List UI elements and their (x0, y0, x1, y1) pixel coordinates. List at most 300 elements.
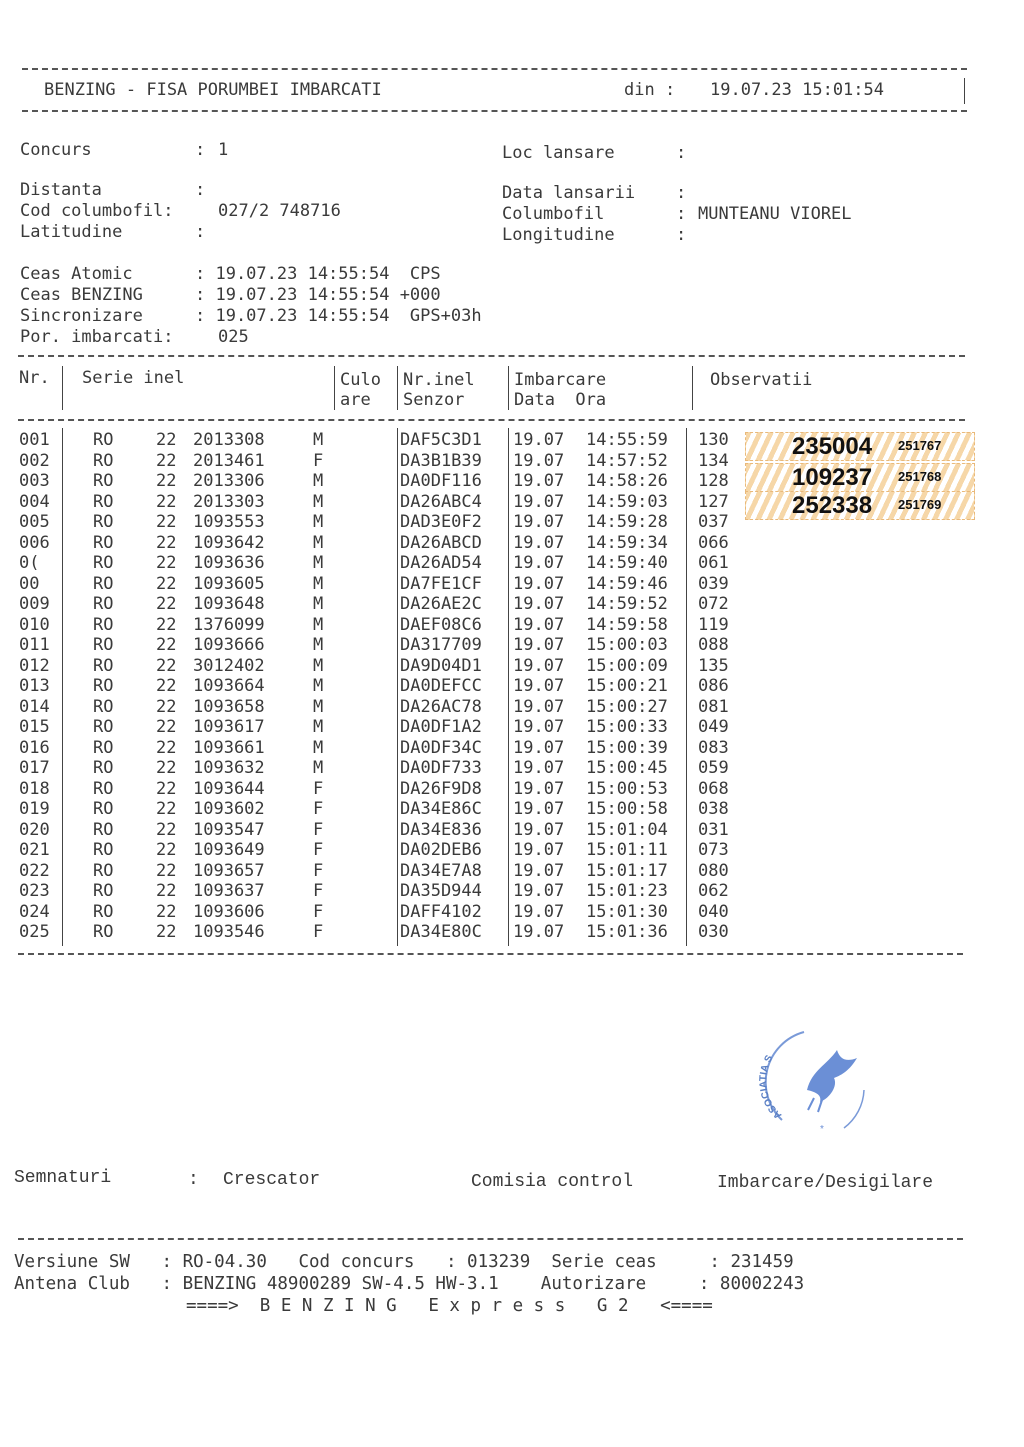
row-sex: M (313, 532, 324, 553)
row-data: 19.07 (513, 696, 565, 717)
row-ora: 15:01:11 (586, 840, 668, 860)
row-inel: 1093636 (193, 553, 265, 573)
sticker-number: 235004 (792, 433, 873, 460)
row-tara: RO (93, 430, 114, 450)
row-inel: 1093546 (193, 922, 265, 942)
row-obs: 037 (698, 512, 729, 532)
row-tara: RO (93, 532, 114, 553)
row-obs: 062 (698, 881, 729, 901)
row-nr: 00 (19, 573, 40, 594)
row-data: 19.07 (513, 573, 565, 594)
row-tara: RO (93, 450, 114, 471)
row-senzor: DA9D04D1 (400, 655, 482, 676)
row-senzor: DA0DF1A2 (400, 717, 482, 737)
footer-version: Versiune SW : RO-04.30 Cod concurs : 013239 Serie ceas : 231459 (14, 1252, 794, 1272)
row-inel: 1093547 (193, 819, 265, 840)
row-data: 19.07 (513, 553, 565, 573)
row-obs: 072 (698, 594, 729, 614)
row-obs: 130 (698, 430, 729, 450)
clock-label: Sincronizare (20, 306, 143, 326)
row-nr: 025 (19, 922, 50, 942)
row-tara: RO (93, 799, 114, 819)
row-tara: RO (93, 717, 114, 737)
row-senzor: DAEF08C6 (400, 614, 482, 635)
body-divider-3 (397, 428, 398, 946)
row-ora: 14:59:40 (586, 553, 668, 573)
row-senzor: DA7FE1CF (400, 573, 482, 594)
row-data: 19.07 (513, 594, 565, 614)
row-obs: 030 (698, 922, 729, 942)
signature-comisia-control: Comisia control (471, 1172, 634, 1192)
row-tara: RO (93, 758, 114, 778)
row-an: 22 (156, 737, 177, 758)
row-ora: 14:59:46 (586, 573, 668, 594)
sticker-number: 252338 (792, 492, 873, 519)
row-sex: M (313, 491, 324, 512)
row-an: 22 (156, 635, 177, 655)
row-ora: 14:59:52 (586, 594, 668, 614)
col-header-nrinel: Nr.inel (403, 370, 475, 390)
row-ora: 15:00:45 (586, 758, 668, 778)
clock-value: : 19.07.23 14:55:54 GPS+03h (195, 306, 482, 326)
row-ora: 15:01:36 (586, 922, 668, 942)
row-tara: RO (93, 512, 114, 532)
row-sex: M (313, 655, 324, 676)
row-inel: 1093658 (193, 696, 265, 717)
row-tara: RO (93, 655, 114, 676)
row-senzor: DA26ABCD (400, 532, 482, 553)
body-divider-4 (508, 428, 509, 946)
col-header-data-ora: Data Ora (514, 390, 607, 410)
row-an: 22 (156, 594, 177, 614)
info-separator: : (676, 225, 687, 245)
header-divider-3 (397, 366, 398, 410)
table-header-rule (18, 419, 965, 421)
row-an: 22 (156, 840, 177, 860)
row-sex: F (313, 840, 324, 860)
col-header-culoare: Culo (340, 370, 381, 390)
row-senzor: DA3B1B39 (400, 450, 482, 471)
row-ora: 14:55:59 (586, 430, 668, 450)
stamp-text: ASOCIATIA S (758, 1053, 785, 1121)
row-data: 19.07 (513, 840, 565, 860)
row-sex: M (313, 594, 324, 614)
row-nr: 016 (19, 737, 50, 758)
row-sex: M (313, 553, 324, 573)
row-inel: 1093553 (193, 512, 265, 532)
row-sex: F (313, 860, 324, 881)
row-ora: 15:01:04 (586, 819, 668, 840)
footer-antenna: Antena Club : BENZING 48900289 SW-4.5 HW-3.1 Autorizare : 80002243 (14, 1274, 805, 1294)
row-tara: RO (93, 471, 114, 491)
row-sex: M (313, 614, 324, 635)
date-label: din : (624, 80, 676, 100)
row-inel: 1093649 (193, 840, 265, 860)
row-an: 22 (156, 676, 177, 696)
seal-sticker (745, 491, 975, 520)
info-separator: : (195, 180, 206, 200)
row-senzor: DAFF4102 (400, 901, 482, 922)
row-nr: 004 (19, 491, 50, 512)
row-ora: 15:00:33 (586, 717, 668, 737)
document-title: BENZING - FISA PORUMBEI IMBARCATI (44, 80, 382, 100)
row-obs: 073 (698, 840, 729, 860)
header-divider-1 (62, 366, 63, 410)
row-ora: 15:00:53 (586, 778, 668, 799)
row-tara: RO (93, 676, 114, 696)
row-tara: RO (93, 614, 114, 635)
svg-text:ASOCIATIA S (758, 1053, 784, 1121)
row-tara: RO (93, 819, 114, 840)
info-value: 027/2 748716 (218, 201, 341, 221)
row-sex: F (313, 819, 324, 840)
row-nr: 013 (19, 676, 50, 696)
row-data: 19.07 (513, 717, 565, 737)
row-an: 22 (156, 450, 177, 471)
info-label: Loc lansare (502, 143, 615, 163)
row-inel: 1093617 (193, 717, 265, 737)
clock-value: : 19.07.23 14:55:54 +000 (195, 285, 441, 305)
row-ora: 15:01:17 (586, 860, 668, 881)
info-label: Distanta (20, 180, 102, 200)
row-an: 22 (156, 922, 177, 942)
row-nr: 002 (19, 450, 50, 471)
clock-value: : 19.07.23 14:55:54 CPS (195, 264, 441, 284)
row-nr: 014 (19, 696, 50, 717)
row-ora: 14:59:03 (586, 491, 668, 512)
row-senzor: DA35D944 (400, 881, 482, 901)
row-inel: 1093602 (193, 799, 265, 819)
row-inel: 1093632 (193, 758, 265, 778)
seal-sticker (745, 432, 975, 461)
sticker-code: 251768 (898, 469, 942, 484)
row-ora: 15:00:39 (586, 737, 668, 758)
row-nr: 022 (19, 860, 50, 881)
row-obs: 081 (698, 696, 729, 717)
row-an: 22 (156, 553, 177, 573)
row-obs: 080 (698, 860, 729, 881)
row-ora: 15:00:21 (586, 676, 668, 696)
row-inel: 1376099 (193, 614, 265, 635)
row-tara: RO (93, 737, 114, 758)
row-sex: F (313, 778, 324, 799)
row-nr: 017 (19, 758, 50, 778)
header-divider-5 (692, 366, 693, 410)
seal-stickers (745, 430, 973, 522)
row-sex: M (313, 512, 324, 532)
sticker-code: 251767 (898, 438, 942, 453)
row-an: 22 (156, 471, 177, 491)
col-header-observatii: Observatii (710, 370, 813, 390)
row-nr: 003 (19, 471, 50, 491)
row-ora: 15:01:30 (586, 901, 668, 922)
association-stamp-icon (752, 1020, 872, 1140)
info-label: Cod columbofil: (20, 201, 174, 221)
row-nr: 020 (19, 819, 50, 840)
row-inel: 3012402 (193, 655, 265, 676)
row-obs: 086 (698, 676, 729, 696)
row-obs: 134 (698, 450, 729, 471)
row-obs: 061 (698, 553, 729, 573)
row-data: 19.07 (513, 655, 565, 676)
row-data: 19.07 (513, 512, 565, 532)
row-nr: 009 (19, 594, 50, 614)
row-sex: M (313, 676, 324, 696)
row-inel: 1093666 (193, 635, 265, 655)
row-inel: 1093661 (193, 737, 265, 758)
row-data: 19.07 (513, 881, 565, 901)
info-separator: : (195, 222, 206, 242)
row-sex: M (313, 717, 324, 737)
info-separator: : (676, 143, 687, 163)
row-data: 19.07 (513, 901, 565, 922)
row-nr: 001 (19, 430, 50, 450)
info-separator: : (676, 183, 687, 203)
row-nr: 018 (19, 778, 50, 799)
row-obs: 083 (698, 737, 729, 758)
row-an: 22 (156, 573, 177, 594)
row-an: 22 (156, 614, 177, 635)
row-an: 22 (156, 881, 177, 901)
row-inel: 2013308 (193, 430, 265, 450)
row-data: 19.07 (513, 430, 565, 450)
row-tara: RO (93, 778, 114, 799)
row-an: 22 (156, 655, 177, 676)
clock-value: 025 (218, 327, 249, 347)
row-sex: F (313, 922, 324, 942)
row-senzor: DA34E86C (400, 799, 482, 819)
row-nr: 0( (19, 553, 40, 573)
info-label: Concurs (20, 140, 92, 160)
row-tara: RO (93, 696, 114, 717)
row-senzor: DA26AE2C (400, 594, 482, 614)
seal-sticker (745, 463, 975, 492)
row-sex: M (313, 635, 324, 655)
row-nr: 021 (19, 840, 50, 860)
row-inel: 1093605 (193, 573, 265, 594)
row-an: 22 (156, 860, 177, 881)
row-data: 19.07 (513, 819, 565, 840)
print-date: 19.07.23 15:01:54 (710, 80, 884, 100)
info-label: Latitudine (20, 222, 123, 242)
row-ora: 14:57:52 (586, 450, 668, 471)
row-senzor: DA26AC78 (400, 696, 482, 717)
row-sex: F (313, 450, 324, 471)
row-inel: 1093664 (193, 676, 265, 696)
row-obs: 066 (698, 532, 729, 553)
row-nr: 005 (19, 512, 50, 532)
row-sex: F (313, 799, 324, 819)
row-sex: M (313, 430, 324, 450)
row-nr: 012 (19, 655, 50, 676)
row-ora: 15:01:23 (586, 881, 668, 901)
row-an: 22 (156, 491, 177, 512)
row-inel: 1093644 (193, 778, 265, 799)
row-senzor: DA26F9D8 (400, 778, 482, 799)
info-label: Columbofil (502, 204, 605, 224)
row-inel: 1093642 (193, 532, 265, 553)
row-ora: 14:58:26 (586, 471, 668, 491)
row-data: 19.07 (513, 737, 565, 758)
row-obs: 040 (698, 901, 729, 922)
info-label: Longitudine (502, 225, 615, 245)
row-tara: RO (93, 840, 114, 860)
row-obs: 119 (698, 614, 729, 635)
row-data: 19.07 (513, 491, 565, 512)
row-senzor: DA26AD54 (400, 553, 482, 573)
row-sex: F (313, 881, 324, 901)
row-obs: 128 (698, 471, 729, 491)
row-sex: F (313, 901, 324, 922)
row-an: 22 (156, 717, 177, 737)
header-divider-4 (508, 366, 509, 410)
row-tara: RO (93, 491, 114, 512)
row-tara: RO (93, 594, 114, 614)
row-an: 22 (156, 512, 177, 532)
signature-crescator: Crescator (223, 1170, 321, 1190)
row-inel: 1093657 (193, 860, 265, 881)
row-tara: RO (93, 901, 114, 922)
row-obs: 059 (698, 758, 729, 778)
header-bottom-rule (22, 110, 967, 112)
clock-label: Ceas BENZING (20, 285, 143, 305)
row-data: 19.07 (513, 758, 565, 778)
row-data: 19.07 (513, 799, 565, 819)
row-an: 22 (156, 430, 177, 450)
row-data: 19.07 (513, 778, 565, 799)
col-header-culoare-2: are (340, 390, 371, 410)
row-an: 22 (156, 778, 177, 799)
footer-brand: ====> B E N Z I N G E x p r e s s G 2 <==== (186, 1296, 713, 1316)
col-header-nr: Nr. (19, 368, 50, 388)
row-ora: 15:00:27 (586, 696, 668, 717)
row-tara: RO (93, 922, 114, 942)
col-header-senzor: Senzor (403, 390, 465, 410)
row-an: 22 (156, 819, 177, 840)
row-an: 22 (156, 901, 177, 922)
row-data: 19.07 (513, 450, 565, 471)
body-divider-1 (62, 428, 63, 946)
row-ora: 14:59:28 (586, 512, 668, 532)
row-data: 19.07 (513, 635, 565, 655)
signatures-label: Semnaturi (14, 1168, 112, 1188)
row-senzor: DA0DEFCC (400, 676, 482, 696)
info-value: 1 (218, 140, 229, 160)
row-obs: 135 (698, 655, 729, 676)
row-tara: RO (93, 860, 114, 881)
svg-text:*: * (820, 1124, 824, 1135)
row-nr: 010 (19, 614, 50, 635)
row-obs: 068 (698, 778, 729, 799)
info-label: Data lansarii (502, 183, 636, 203)
row-senzor: DA02DEB6 (400, 840, 482, 860)
header-right-border (964, 78, 965, 104)
row-nr: 024 (19, 901, 50, 922)
row-sex: M (313, 758, 324, 778)
row-senzor: DAF5C3D1 (400, 430, 482, 450)
row-obs: 049 (698, 717, 729, 737)
row-obs: 039 (698, 573, 729, 594)
row-an: 22 (156, 696, 177, 717)
info-separator: : (676, 204, 687, 224)
row-obs: 127 (698, 491, 729, 512)
row-senzor: DA0DF34C (400, 737, 482, 758)
row-ora: 14:59:34 (586, 532, 668, 553)
sticker-code: 251769 (898, 497, 942, 512)
row-tara: RO (93, 553, 114, 573)
header-top-rule (22, 68, 967, 70)
row-obs: 031 (698, 819, 729, 840)
sticker-number: 109237 (792, 464, 873, 491)
row-inel: 1093648 (193, 594, 265, 614)
signature-imbarcare-desigilare: Imbarcare/Desigilare (717, 1173, 934, 1193)
row-data: 19.07 (513, 676, 565, 696)
row-senzor: DA0DF733 (400, 758, 482, 778)
row-senzor: DA0DF116 (400, 471, 482, 491)
row-inel: 1093606 (193, 901, 265, 922)
row-data: 19.07 (513, 922, 565, 942)
row-data: 19.07 (513, 860, 565, 881)
row-tara: RO (93, 635, 114, 655)
row-senzor: DA34E7A8 (400, 860, 482, 881)
info-value: MUNTEANU VIOREL (698, 204, 852, 224)
clock-label: Ceas Atomic (20, 264, 133, 284)
row-sex: M (313, 573, 324, 594)
info-separator: : (195, 140, 206, 160)
col-header-imbarcare: Imbarcare (514, 370, 607, 390)
row-inel: 2013306 (193, 471, 265, 491)
clock-label: Por. imbarcati: (20, 327, 174, 347)
table-top-rule (18, 355, 965, 357)
body-divider-5 (686, 428, 687, 946)
row-nr: 019 (19, 799, 50, 819)
row-inel: 1093637 (193, 881, 265, 901)
row-senzor: DA26ABC4 (400, 491, 482, 512)
header-divider-2 (334, 366, 335, 410)
row-ora: 14:59:58 (586, 614, 668, 635)
table-bottom-rule (18, 953, 963, 955)
row-sex: M (313, 471, 324, 491)
row-an: 22 (156, 532, 177, 553)
row-senzor: DA317709 (400, 635, 482, 655)
row-inel: 2013461 (193, 450, 265, 471)
row-nr: 011 (19, 635, 50, 655)
row-sex: M (313, 737, 324, 758)
row-data: 19.07 (513, 471, 565, 491)
row-tara: RO (93, 573, 114, 594)
row-senzor: DA34E836 (400, 819, 482, 840)
row-data: 19.07 (513, 614, 565, 635)
row-ora: 15:00:03 (586, 635, 668, 655)
col-header-serie: Serie inel (82, 368, 185, 388)
row-sex: M (313, 696, 324, 717)
row-an: 22 (156, 758, 177, 778)
row-inel: 2013303 (193, 491, 265, 512)
row-nr: 015 (19, 717, 50, 737)
row-senzor: DA34E80C (400, 922, 482, 942)
row-nr: 023 (19, 881, 50, 901)
row-data: 19.07 (513, 532, 565, 553)
footer-rule (18, 1238, 963, 1240)
row-an: 22 (156, 799, 177, 819)
signatures-sep: : (188, 1170, 199, 1190)
row-nr: 006 (19, 532, 50, 553)
row-ora: 15:00:09 (586, 655, 668, 676)
row-senzor: DAD3E0F2 (400, 512, 482, 532)
row-obs: 088 (698, 635, 729, 655)
row-tara: RO (93, 881, 114, 901)
row-obs: 038 (698, 799, 729, 819)
